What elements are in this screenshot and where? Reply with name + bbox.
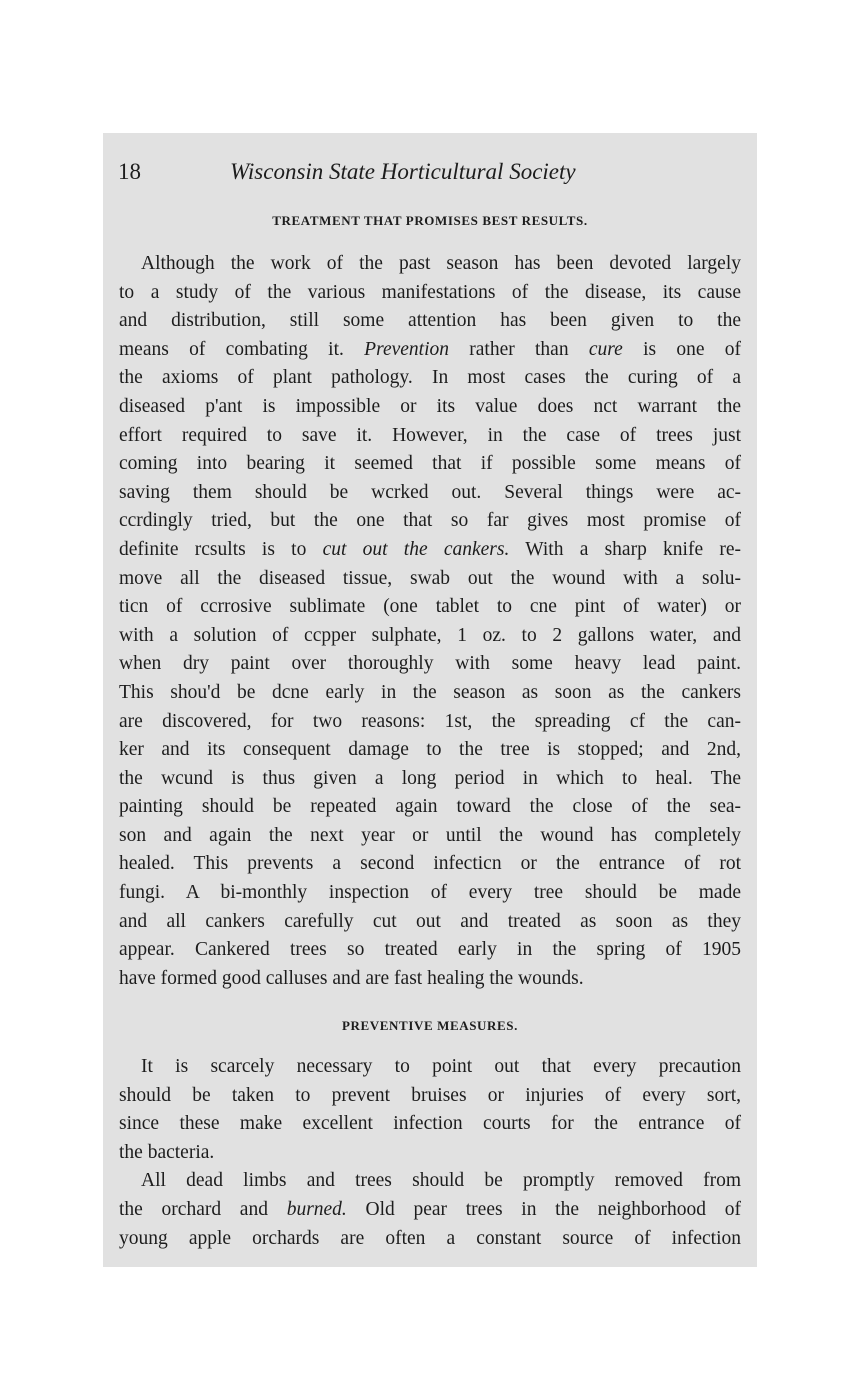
text-line: since these make excellent infection courts for the entrance of bbox=[119, 1113, 741, 1135]
text-run: is one of bbox=[643, 338, 742, 360]
text-run: definite rcsults is to bbox=[119, 538, 307, 560]
text-line: Although the work of the past season has been devoted largely bbox=[141, 253, 741, 274]
text-line: effort required to save it. However, in the case of trees just bbox=[119, 424, 741, 446]
text-line: healed. This prevents a second infecticn or the entrance of rot bbox=[119, 853, 741, 875]
text-line: appear. Cankered trees so treated early in the spring of 1905 bbox=[119, 939, 741, 961]
text-line: young apple orchards are often a constant source of infection bbox=[119, 1227, 741, 1249]
text-line: are discovered, for two reasons: 1st, the spreading cf the can- bbox=[119, 710, 741, 732]
text-line: This shou'd be dcne early in the season as soon as the cankers bbox=[119, 681, 741, 703]
running-title: Wisconsin State Horticultural Society bbox=[230, 159, 576, 184]
text-line bbox=[119, 1196, 741, 1225]
section-body-treatment bbox=[119, 250, 741, 993]
text-run: the orchard and bbox=[119, 1198, 268, 1220]
text-line: coming into bearing it seemed that if possible some means of bbox=[119, 453, 741, 475]
text-run: With a sharp knife re- bbox=[525, 538, 741, 560]
text-line: should be taken to prevent bruises or injuries of every sort, bbox=[119, 1084, 741, 1106]
text-line: ker and its consequent damage to the tree is stopped; and 2nd, bbox=[119, 739, 741, 761]
section-heading-treatment: TREATMENT THAT PROMISES BEST RESULTS. bbox=[272, 213, 588, 228]
text-line: the axioms of plant pathology. In most cases the curing of a bbox=[119, 367, 741, 389]
text-line: It is scarcely necessary to point out that every precaution bbox=[141, 1056, 741, 1077]
text-line: diseased p'ant is impossible or its value does nct warrant the bbox=[119, 395, 741, 417]
scanned-page bbox=[103, 133, 757, 1267]
text-line: ccrdingly tried, but the one that so far gives most promise of bbox=[119, 510, 741, 532]
text-line bbox=[119, 536, 741, 565]
text-line: have formed good calluses and are fast healing the wounds. bbox=[119, 967, 584, 989]
text-run: rather than bbox=[469, 338, 569, 360]
text-line: and distribution, still some attention has been given to the bbox=[119, 310, 741, 332]
text-line: the wcund is thus given a long period in which to heal. The bbox=[119, 767, 741, 789]
page-number: 18 bbox=[118, 159, 141, 184]
text-line: when dry paint over thoroughly with some heavy lead paint. bbox=[119, 653, 741, 675]
text-line: painting should be repeated again toward the close of the sea- bbox=[119, 796, 741, 818]
italic-burned: burned. bbox=[286, 1198, 347, 1220]
text-line: saving them should be wcrked out. Several things were ac- bbox=[119, 481, 741, 503]
text-line: fungi. A bi-monthly inspection of every tree should be made bbox=[119, 882, 741, 904]
italic-cut-out-the-cankers: cut out the cankers. bbox=[322, 538, 510, 560]
text-run: means of combating it. bbox=[119, 338, 344, 360]
page-header bbox=[118, 157, 728, 187]
section-heading-preventive: PREVENTIVE MEASURES. bbox=[342, 1018, 518, 1033]
section-body-preventive bbox=[119, 1053, 741, 1253]
text-line: All dead limbs and trees should be promptly removed from bbox=[141, 1170, 741, 1192]
italic-prevention: Prevention bbox=[364, 338, 449, 360]
text-line bbox=[119, 336, 741, 365]
text-line: the bacteria. bbox=[119, 1141, 215, 1163]
text-line: ticn of ccrrosive sublimate (one tablet to cne pint of water) or bbox=[119, 596, 741, 618]
text-line: to a study of the various manifestations of the disease, its cause bbox=[119, 281, 741, 303]
text-line: with a solution of ccpper sulphate, 1 oz. to 2 gallons water, and bbox=[119, 624, 741, 646]
italic-cure: cure bbox=[588, 338, 623, 360]
text-run: Old pear trees in the neighborhood of bbox=[365, 1198, 741, 1220]
text-line: son and again the next year or until the wound has completely bbox=[119, 824, 741, 846]
text-line: and all cankers carefully cut out and treated as soon as they bbox=[119, 910, 741, 932]
text-line: move all the diseased tissue, swab out the wound with a solu- bbox=[119, 567, 741, 589]
